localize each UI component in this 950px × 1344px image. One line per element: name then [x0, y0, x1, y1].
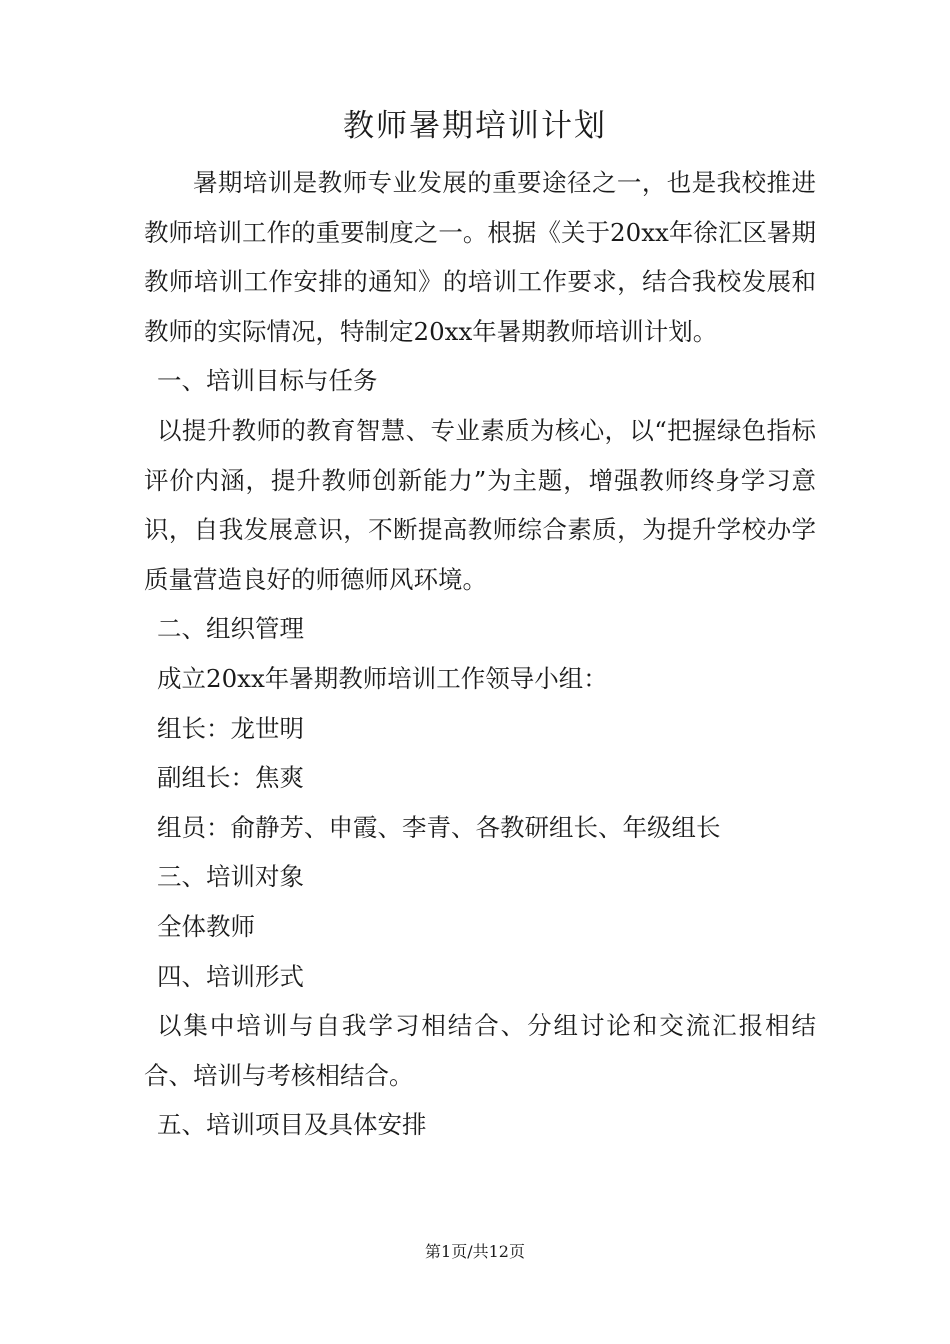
section-heading-2: 二、组织管理	[157, 614, 304, 644]
page-number-footer: 第1页/共12页	[425, 1242, 525, 1261]
section-1-paragraph: 以提升教师的教育智慧、专业素质为核心，以“把握绿色指标评价内涵，提升教师创新能力”为主题，增强教师终身学习意识，自我发展意识，不断提高教师综合素质，为提升学校办学质量营造良好的师德师风环境。	[144, 415, 816, 594]
group-members-line: 组员：俞静芳、申霞、李青、各教研组长、年级组长	[157, 812, 721, 842]
section-heading-5: 五、培训项目及具体安排	[157, 1110, 427, 1140]
section-heading-4: 四、培训形式	[157, 961, 304, 991]
document-body	[144, 158, 816, 1150]
training-target-line: 全体教师	[157, 911, 255, 941]
intro-paragraph: 暑期培训是教师专业发展的重要途径之一，也是我校推进教师培训工作的重要制度之一。根据《关于20xx年徐汇区暑期教师培训工作安排的通知》的培训工作要求，结合我校发展和教师的实际情况，特制定20xx年暑期教师培训计划。	[144, 168, 816, 346]
section-heading-3: 三、培训对象	[157, 862, 304, 892]
document-title: 教师暑期培训计划	[343, 108, 607, 144]
leadership-group-line: 成立20xx年暑期教师培训工作领导小组：	[157, 663, 608, 693]
group-leader-line: 组长：龙世明	[157, 713, 304, 743]
section-heading-1: 一、培训目标与任务	[157, 366, 378, 396]
section-4-paragraph: 以集中培训与自我学习相结合、分组讨论和交流汇报相结合、培训与考核相结合。	[144, 1011, 816, 1090]
deputy-leader-line: 副组长：焦爽	[157, 763, 304, 793]
